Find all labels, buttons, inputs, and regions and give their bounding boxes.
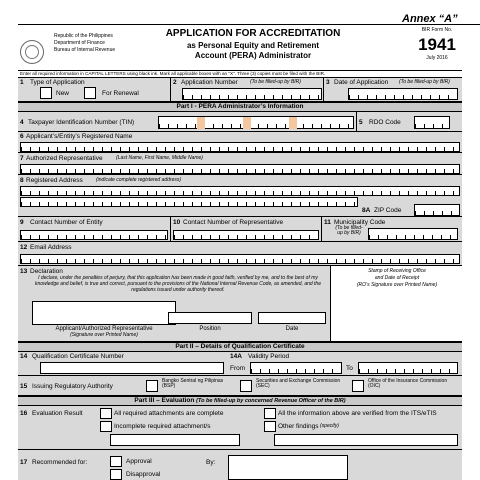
field-3-num: 3 [326, 79, 330, 86]
part-3-title: Part III – Evaluation [134, 397, 195, 404]
to-label: To [346, 365, 353, 372]
application-info-row [18, 78, 462, 102]
field-15-num: 15 [20, 383, 28, 390]
field-4-num: 4 [20, 119, 24, 126]
field-15-label: Issuing Regulatory Authority [32, 383, 113, 390]
application-number-input[interactable] [182, 88, 322, 100]
certificate-number-input[interactable] [40, 362, 224, 374]
field-17-label: Recommended for: [32, 459, 88, 466]
recommendation-row [18, 450, 462, 480]
part-1-header: Part I - PERA Administrator’s Information [18, 102, 462, 112]
regulatory-authority-row [18, 376, 462, 396]
sec-label: Securities and Exchange Commission (SEC) [256, 378, 341, 390]
field-2-note: (To be filled-up by BIR) [250, 79, 301, 85]
field-7-note: (Last Name, First Name, Middle Name) [116, 155, 203, 161]
form-number-label: BIR Form No. [421, 27, 453, 33]
field-3-note: (To be filled-up by BIR) [399, 79, 450, 85]
instructions: Enter all required information in CAPITAL LETTERS using black ink. Mark all applicable boxes with an "X". Three (3) copies must be filed with the BIR. [18, 70, 462, 78]
certificate-row [18, 352, 462, 376]
field-14a-label: Validity Period [248, 353, 290, 360]
renewal-checkbox[interactable] [84, 87, 96, 99]
field-10-num: 10 [173, 219, 181, 226]
entity-contact-input[interactable] [20, 230, 168, 240]
evaluation-row [18, 406, 462, 450]
field-8-label: Registered Address [26, 177, 83, 184]
signature-input[interactable] [32, 301, 176, 325]
application-date-input[interactable] [348, 88, 458, 100]
field-7-num: 7 [20, 155, 24, 162]
field-16-num: 16 [20, 410, 28, 417]
field-8-num: 8 [20, 177, 24, 184]
agency-line-3: Bureau of Internal Revenue [54, 47, 116, 53]
rdo-code-input[interactable] [414, 116, 450, 129]
position-label: Position [199, 326, 221, 332]
field-2-label: Application Number [181, 79, 238, 86]
municipality-code-input[interactable] [368, 228, 458, 240]
field-14-num: 14 [20, 353, 28, 360]
field-13-num: 13 [20, 268, 28, 275]
signature-note: (Signature over Printed Name) [70, 332, 138, 338]
tin-row [18, 112, 462, 132]
field-17-num: 17 [20, 459, 28, 466]
field-10-label: Contact Number of Representative [183, 219, 284, 226]
declaration-date-label: Date [285, 326, 299, 332]
field-16-label: Evaluation Result [32, 410, 83, 417]
form-subtitle-2: Account (PERA) Administrator [194, 51, 312, 60]
field-9-label: Contact Number of Entity [30, 219, 103, 226]
verified-checkbox[interactable] [264, 408, 276, 419]
authorized-rep-input[interactable] [20, 164, 460, 174]
field-5-num: 5 [359, 119, 363, 126]
field-11-num: 11 [324, 219, 331, 226]
other-findings-checkbox[interactable] [264, 421, 276, 432]
other-findings-note: (specify) [320, 423, 339, 429]
disapproval-checkbox[interactable] [110, 469, 122, 480]
field-12-num: 12 [20, 244, 28, 251]
field-8a-label: ZIP Code [374, 207, 402, 214]
stamp-line-3: (RO’s Signature over Printed Name) [356, 282, 438, 288]
form-title: APPLICATION FOR ACCREDITATION [165, 28, 341, 39]
approval-checkbox[interactable] [110, 456, 122, 467]
oic-label: Office of the Insurance Commission (OIC) [368, 378, 448, 390]
field-1-label: Type of Application [30, 79, 85, 86]
receiving-stamp-area [330, 266, 462, 342]
incomplete-label: Incomplete required attachment/s [114, 423, 211, 430]
field-4-label: Taxpayer Identification Number (TIN) [28, 119, 135, 126]
field-6-label: Applicant’s/Entity’s Registered Name [26, 133, 133, 140]
field-1-num: 1 [20, 79, 24, 86]
contact-row [18, 217, 462, 242]
renewal-label: For Renewal [102, 90, 139, 97]
from-label: From [230, 365, 246, 372]
stamp-line-2: and Date of Receipt [374, 275, 420, 281]
part-2-header: Part II – Details of Qualification Certificate [18, 342, 462, 352]
address-row [18, 175, 462, 217]
field-2-num: 2 [173, 79, 177, 86]
other-findings-label: Other findings [278, 423, 319, 430]
field-6-num: 6 [20, 133, 24, 140]
field-7-label: Authorized Representative [26, 155, 103, 162]
rep-contact-input[interactable] [173, 230, 319, 240]
declaration-block [18, 266, 330, 342]
incomplete-checkbox[interactable] [100, 421, 112, 432]
form-date: July 2016 [426, 55, 448, 61]
approval-label: Approval [126, 458, 152, 465]
disapproval-label: Disapproval [126, 471, 161, 478]
validity-from-input[interactable] [250, 362, 342, 374]
other-findings-input[interactable] [274, 434, 458, 446]
field-12-label: Email Address [30, 244, 72, 251]
tin-input[interactable] [158, 116, 354, 129]
signature-label: Applicant/Authorized Representative [55, 326, 153, 332]
authorized-rep-row [18, 153, 462, 175]
agency-line-1: Republic of the Philippines [54, 33, 113, 39]
incomplete-details-input[interactable] [110, 434, 240, 446]
field-9-num: 9 [20, 219, 24, 226]
registered-name-input[interactable] [20, 142, 460, 152]
new-checkbox[interactable] [40, 87, 52, 99]
field-8-note: (indicate complete registered address) [96, 177, 182, 183]
bsp-checkbox[interactable] [146, 380, 158, 392]
field-5-label: RDO Code [369, 119, 401, 126]
field-14a-num: 14A [230, 353, 242, 360]
oic-checkbox[interactable] [352, 380, 364, 392]
declaration-text: I declare, under the penalties of perjury, that this application has been made in good faith, verified by me, and to the best of my knowledge and belief, is true and correct, pursuant to the provisions of the National Internal Revenue Code, as amended, and the regulations issued under authority thereof. [34, 275, 321, 293]
part-3-note: (To be filled-up by concerned Revenue Officer of the BIR) [196, 398, 346, 404]
complete-checkbox[interactable] [100, 408, 112, 419]
address-input-line-2[interactable] [20, 197, 358, 207]
verified-label: All the information above are verified from the ITS/eTIS [278, 410, 437, 417]
registered-name-row [18, 132, 462, 153]
field-3-label: Date of Application [334, 79, 389, 86]
field-14-label: Qualification Certificate Number [32, 353, 124, 360]
field-13-label: Declaration [30, 268, 63, 275]
zip-code-input[interactable] [414, 204, 460, 216]
evaluator-signature-input[interactable] [228, 455, 348, 480]
form-header [18, 24, 480, 70]
bsp-label: Bangko Sentral ng Pilipinas (BSP) [162, 378, 224, 390]
declaration-date-input[interactable] [258, 312, 326, 324]
new-label: New [56, 90, 70, 97]
position-input[interactable] [168, 312, 252, 324]
address-input-line-1[interactable] [20, 186, 460, 196]
field-11-note: (To be filled-up by BIR) [335, 225, 363, 237]
stamp-line-1: Stamp of Receiving Office [368, 268, 426, 274]
bir-seal-icon [20, 40, 44, 64]
annex-label: Annex “A” [402, 13, 458, 25]
field-11-label: Municipality Code [334, 219, 386, 226]
form-subtitle-1: as Personal Equity and Retirement [186, 41, 320, 50]
sec-checkbox[interactable] [240, 380, 252, 392]
email-row [18, 242, 462, 266]
field-8a-num: 8A [362, 207, 371, 214]
complete-label: All required attachments are complete [114, 410, 224, 417]
form-number: 1941 [418, 35, 456, 54]
part-3-header [18, 396, 462, 406]
by-label: By: [206, 459, 216, 466]
validity-to-input[interactable] [358, 362, 458, 374]
agency-line-2: Department of Finance [54, 40, 105, 46]
email-input[interactable] [20, 254, 460, 264]
